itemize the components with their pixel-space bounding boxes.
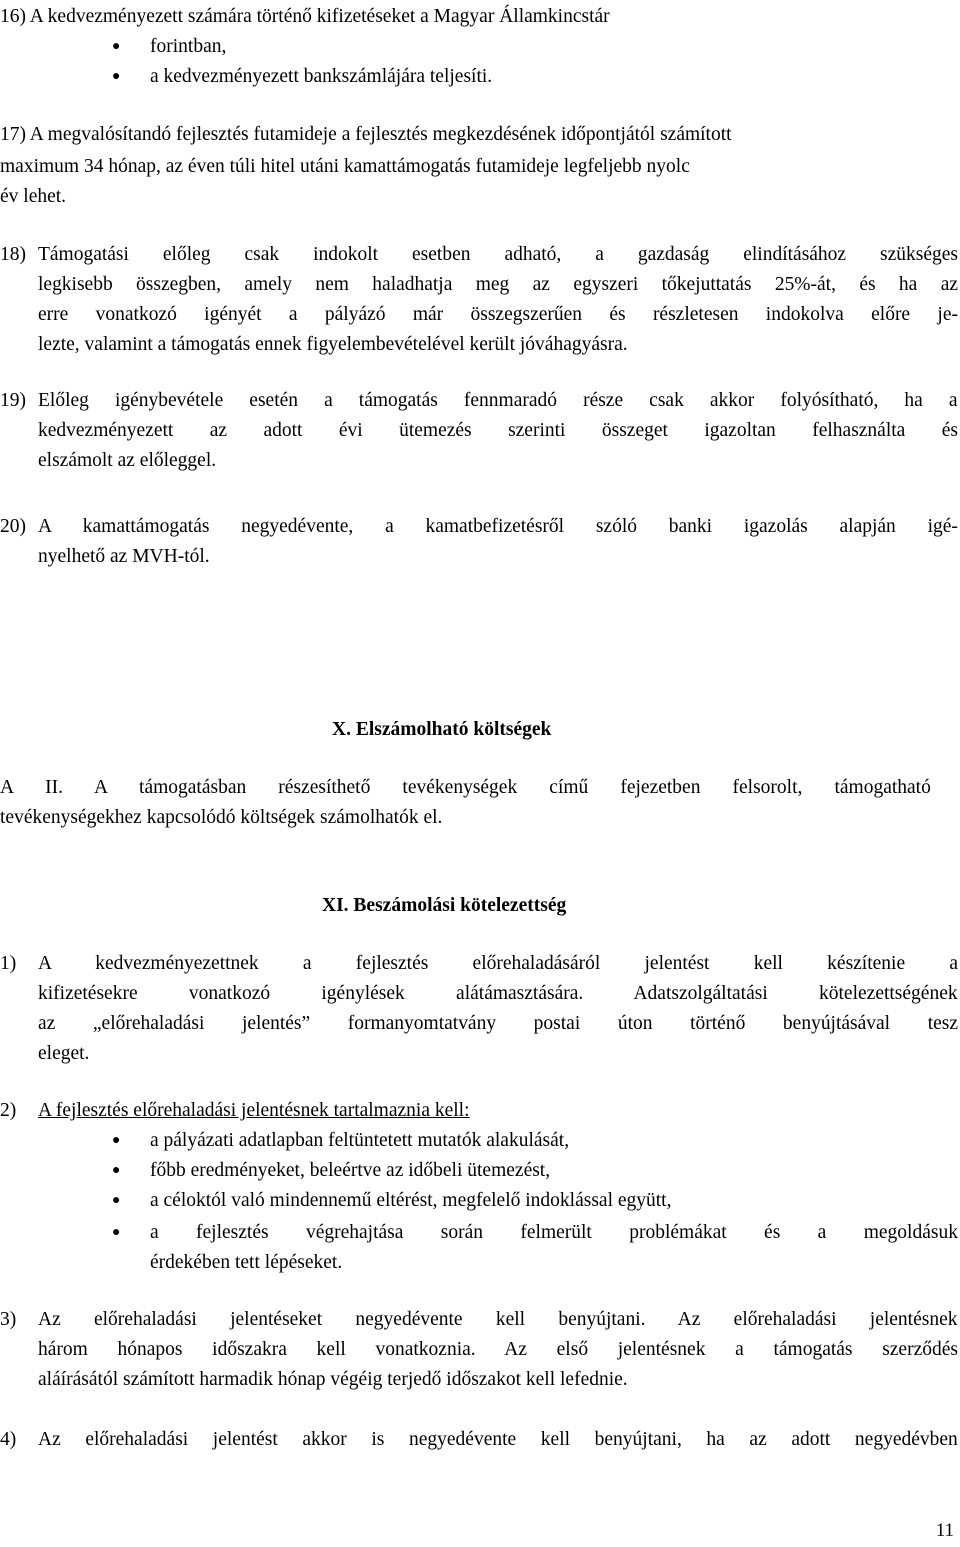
bullet-icon: ● <box>112 1193 121 1208</box>
section-x-line-2: tevékenységekhez kapcsolódó költségek számolhatók el. <box>0 807 443 828</box>
item-16-text: 16) A kedvezményezett számára történő kifizetéseket a Magyar Államkincstár <box>0 6 610 27</box>
xi-item-1-line-1: A kedvezményezettnek a fejlesztés előrehaladásáról jelentést kell készítenie a <box>38 953 958 974</box>
bullet-icon: ● <box>112 1163 121 1178</box>
item-16-bullet-1: forintban, <box>150 36 227 57</box>
item-19-line-2: kedvezményezett az adott évi ütemezés szerinti összeget igazoltan felhasználta és <box>38 420 958 441</box>
xi-item-2-bullet-3: a céloktól való mindennemű eltérést, megfelelő indoklással együtt, <box>150 1190 672 1211</box>
xi-item-2-intro: A fejlesztés előrehaladási jelentésnek tartalmaznia kell: <box>38 1100 470 1121</box>
xi-item-1-line-2: kifizetésekre vonatkozó igénylések alátámasztására. Adatszolgáltatási kötelezettségének <box>38 983 958 1004</box>
section-x-heading: X. Elszámolható költségek <box>332 719 552 740</box>
item-19-line-1: Előleg igénybevétele esetén a támogatás fennmaradó része csak akkor folyósítható, ha a <box>38 390 958 411</box>
bullet-icon: ● <box>112 1225 121 1240</box>
item-20-line-1: A kamattámogatás negyedévente, a kamatbefizetésről szóló banki igazolás alapján igé- <box>38 516 958 537</box>
section-xi-heading: XI. Beszámolási kötelezettség <box>322 895 567 916</box>
xi-item-3-line-1: Az előrehaladási jelentéseket negyedévente kell benyújtani. Az előrehaladási jelentésnek <box>38 1309 958 1330</box>
bullet-icon: ● <box>112 39 121 54</box>
xi-item-3-line-3: aláírásától számított harmadik hónap végéig terjedő időszakot kell lefednie. <box>38 1369 628 1390</box>
item-18-line-1: Támogatási előleg csak indokolt esetben adható, a gazdaság elindításához szükséges <box>38 244 958 265</box>
item-17-line-3: év lehet. <box>0 186 67 207</box>
xi-item-2-number: 2) <box>0 1100 17 1121</box>
xi-item-1-number: 1) <box>0 953 17 974</box>
xi-item-2-bullet-4: a fejlesztés végrehajtása során felmerült problémákat és a megoldásuk <box>150 1222 958 1243</box>
xi-item-2-bullet-4-cont: érdekében tett lépéseket. <box>150 1252 343 1273</box>
xi-item-4-number: 4) <box>0 1429 17 1450</box>
xi-item-2-bullet-1: a pályázati adatlapban feltüntetett mutatók alakulását, <box>150 1130 570 1151</box>
item-18-line-3: erre vonatkozó igényét a pályázó már összegszerűen és részletesen indokolva előre je- <box>38 304 958 325</box>
item-18-number: 18) <box>0 244 26 265</box>
item-20-line-2: nyelhető az MVH-tól. <box>38 546 210 567</box>
xi-item-1-line-4: eleget. <box>38 1043 90 1064</box>
xi-item-3-line-2: három hónapos időszakra kell vonatkoznia. Az első jelentésnek a támogatás szerződés <box>38 1339 958 1360</box>
item-16-bullet-2: a kedvezményezett bankszámlájára teljesíti. <box>150 66 493 87</box>
bullet-icon: ● <box>112 1133 121 1148</box>
bullet-icon: ● <box>112 69 121 84</box>
xi-item-4-line-1: Az előrehaladási jelentést akkor is negyedévente kell benyújtani, ha az adott negyedévben <box>38 1429 958 1450</box>
section-x-line-1: A II. A támogatásban részesíthető tevékenységek című fejezetben felsorolt, támogatható <box>0 777 931 798</box>
item-17-line-2: maximum 34 hónap, az éven túli hitel utáni kamattámogatás futamideje legfeljebb nyolc <box>0 156 690 177</box>
item-19-number: 19) <box>0 390 26 411</box>
item-17-line-1: 17) A megvalósítandó fejlesztés futamideje a fejlesztés megkezdésének időpontjától számított <box>0 124 732 145</box>
item-18-line-4: lezte, valamint a támogatás ennek figyelembevételével került jóváhagyásra. <box>38 334 628 355</box>
item-18-line-2: legkisebb összegben, amely nem haladhatja meg az egyszeri tőkejuttatás 25%-át, és ha az <box>38 274 958 295</box>
page-number: 11 <box>935 1520 954 1541</box>
xi-item-3-number: 3) <box>0 1309 17 1330</box>
xi-item-1-line-3: az „előrehaladási jelentés” formanyomtatvány postai úton történő benyújtásával tesz <box>38 1013 958 1034</box>
item-19-line-3: elszámolt az előleggel. <box>38 450 217 471</box>
item-20-number: 20) <box>0 516 26 537</box>
xi-item-2-bullet-2: főbb eredményeket, beleértve az időbeli ütemezést, <box>150 1160 551 1181</box>
